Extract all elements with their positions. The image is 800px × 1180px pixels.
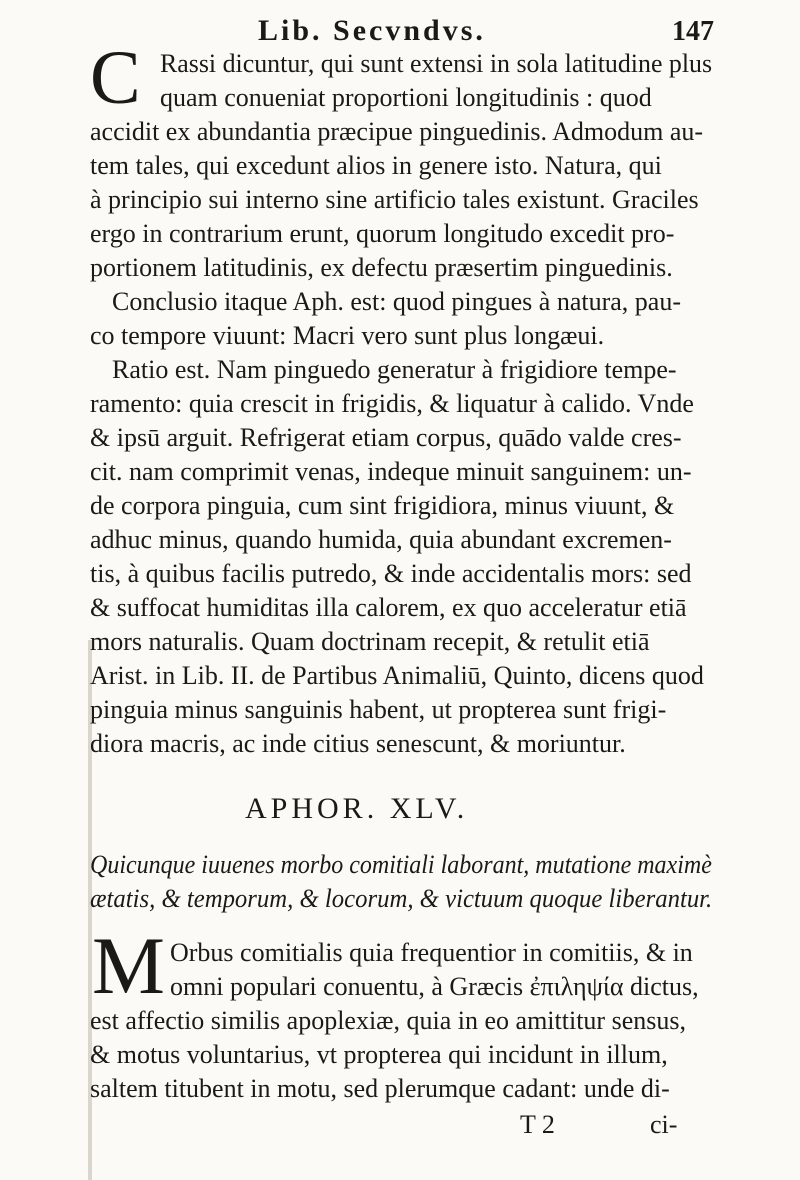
text-line: mors naturalis. Quam doctrinam recepit, & retulit etiā — [90, 627, 650, 656]
text-line: saltem titubent in motu, sed plerumque cadant: unde di- — [90, 1074, 670, 1103]
text-line: de corpora pinguia, cum sint frigidiora, minus viuunt, & — [90, 491, 675, 520]
text-line: cit. nam comprimit venas, indeque minuit sanguinem: un- — [90, 457, 692, 486]
text-line: ergo in contrarium erunt, quorum longitudo excedit pro- — [90, 219, 675, 248]
text-line: & suffocat humiditas illa calorem, ex quo acceleratur etiā — [90, 593, 687, 622]
signature-mark: T 2 — [520, 1110, 555, 1139]
text-line: Arist. in Lib. II. de Partibus Animaliū, Quinto, dicens quod — [90, 661, 704, 690]
drop-cap-c: C — [90, 36, 141, 120]
drop-cap-m: M — [92, 920, 165, 1011]
text-line: pinguia minus sanguinis habent, ut propterea sunt frigi- — [90, 695, 667, 724]
text-line: Rassi dicuntur, qui sunt extensi in sola latitudine plus — [160, 49, 713, 78]
text-line: accidit ex abundantia præcipue pinguedinis. Admodum au- — [90, 117, 704, 146]
text-line: tis, à quibus facilis putredo, & inde accidentalis mors: sed — [90, 559, 692, 588]
text-line: portionem latitudinis, ex defectu præsertim pinguedinis. — [90, 253, 673, 282]
text-line: à principio sui interno sine artificio tales existunt. Graciles — [90, 185, 699, 214]
text-line: & ipsū arguit. Refrigerat etiam corpus, quādo valde cres- — [90, 423, 682, 452]
text-line: tem tales, qui excedunt alios in genere isto. Natura, qui — [90, 151, 662, 180]
text-line: omni populari conuentu, à Græcis ἐπιληψία dictus, — [170, 972, 699, 1001]
running-title: Lib. Secvndvs. — [258, 14, 486, 47]
text-line: Conclusio itaque Aph. est: quod pingues à natura, pau- — [112, 287, 682, 316]
text-line: quam conueniat proportioni longitudinis : quod — [160, 83, 652, 112]
catchword: ci- — [650, 1110, 678, 1139]
aphorism-heading: APHOR. XLV. — [245, 792, 469, 825]
text-line: adhuc minus, quando humida, quia abundant excremen- — [90, 525, 672, 554]
text-line: Ratio est. Nam pinguedo generatur à frigidiore tempe- — [112, 355, 677, 384]
page-number: 147 — [672, 16, 714, 47]
text-line: ramento: quia crescit in frigidis, & liquatur à calido. Vnde — [90, 389, 694, 418]
text-line: est affectio similis apoplexiæ, quia in eo amittitur sensus, — [90, 1006, 686, 1035]
aphorism-line: ætatis, & temporum, & locorum, & victuum quoque liberantur. — [90, 884, 713, 913]
text-line: Orbus comitialis quia frequentior in comitiis, & in — [170, 938, 693, 967]
text-line: diora macris, ac inde citius senescunt, & moriuntur. — [90, 729, 626, 758]
text-line: & motus voluntarius, vt propterea qui incidunt in illum, — [90, 1040, 668, 1069]
text-line: co tempore viuunt: Macri vero sunt plus longæui. — [90, 321, 605, 350]
aphorism-line: Quicunque iuuenes morbo comitiali laborant, mutatione maximè — [90, 850, 712, 879]
